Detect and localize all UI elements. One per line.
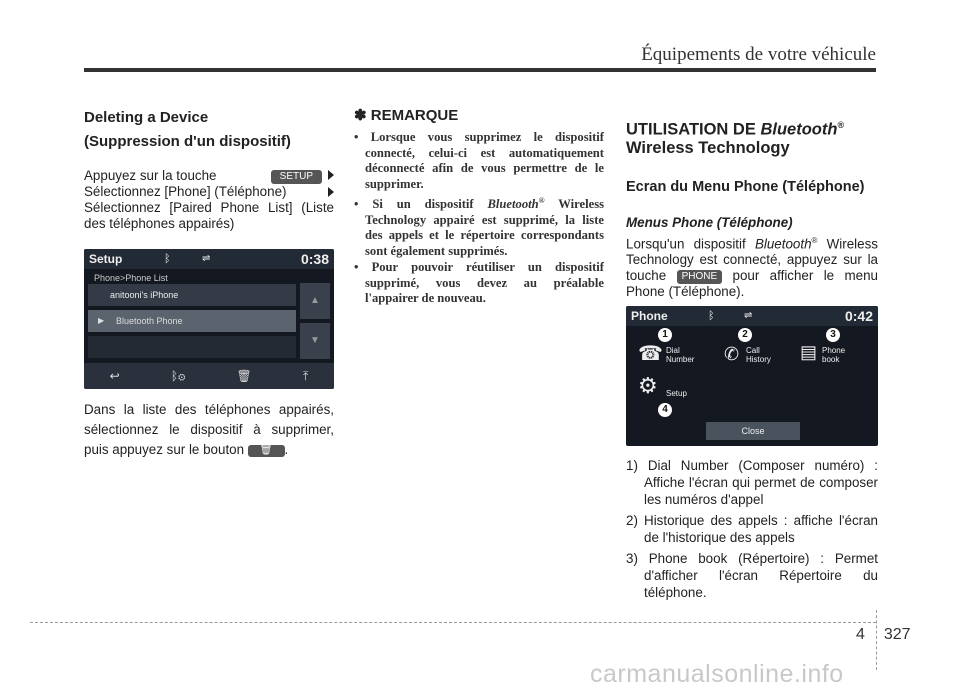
setup-screen bbox=[84, 249, 334, 389]
remarque-bluetooth: Bluetooth bbox=[487, 197, 539, 212]
phone-list-item-selected bbox=[88, 310, 296, 332]
remarque-item: • Pour pouvoir réutiliser un dispositif supprimé, vous devez au préalable l'appairer de nouveau. bbox=[354, 260, 604, 306]
screen-clock: 0:38 bbox=[300, 251, 329, 267]
footer-rule bbox=[30, 622, 876, 623]
instruction-delete-end: . bbox=[284, 442, 289, 457]
heading-deleting-device: Deleting a Device bbox=[84, 109, 209, 126]
column-remarque bbox=[354, 108, 604, 308]
phone-list-item-label: Bluetooth Phone bbox=[116, 316, 183, 326]
registered-mark: ® bbox=[538, 196, 545, 205]
remarque-text: Lorsque vous supprimez le dispositif connecté, celui-ci est automatiquement déconnecté afin de vous permettre de le supprimer. bbox=[365, 130, 604, 191]
screen-toolbar bbox=[84, 363, 334, 389]
remarque-text: Pour pouvoir réutiliser un dispositif supprimé, vous devez au préalable l'appairer de nouveau. bbox=[365, 260, 604, 306]
menu-setup: Setup bbox=[666, 388, 687, 398]
close-button: Close bbox=[706, 422, 800, 440]
header-title: Équipements de votre véhicule bbox=[641, 44, 876, 65]
scroll-down-icon: ▼ bbox=[300, 323, 330, 359]
call-history-icon: ✆ bbox=[724, 343, 740, 364]
menu-phone-book: Phone book bbox=[822, 345, 846, 364]
instructions bbox=[84, 168, 334, 232]
menus-bluetooth: Bluetooth bbox=[754, 235, 812, 251]
phone-book-icon: ▤ bbox=[800, 341, 818, 362]
remarque-text: Si un dispositif bbox=[372, 197, 488, 212]
delete-button-icon: 🗑 bbox=[248, 445, 285, 457]
back-icon: ↩ bbox=[109, 369, 120, 383]
menu-dial-number: Dial Number bbox=[666, 345, 695, 364]
instruction-step3: Sélectionnez [Paired Phone List] (Liste des téléphones appairés) bbox=[84, 200, 334, 231]
move-top-icon: ⤒ bbox=[303, 369, 309, 383]
callout-2: 2 bbox=[738, 328, 752, 342]
registered-mark: ® bbox=[837, 120, 845, 130]
instruction-delete-text: Dans la liste des téléphones appairés, sélectionnez le dispositif à supprimer, puis appuyez sur le bouton bbox=[84, 402, 334, 457]
menus-heading: Menus Phone (Téléphone) bbox=[626, 214, 793, 230]
callout-1: 1 bbox=[658, 328, 672, 342]
bluetooth-icon: ᛒ bbox=[708, 309, 715, 322]
section-title-bluetooth: Bluetooth bbox=[760, 120, 838, 139]
section-title-prefix: UTILISATION DE bbox=[626, 120, 761, 139]
phone-screen bbox=[626, 306, 878, 446]
menu-call-history: Call History bbox=[746, 345, 771, 364]
registered-mark: ® bbox=[811, 235, 818, 245]
remarque-list bbox=[354, 130, 604, 307]
section-title bbox=[626, 116, 878, 157]
heading-suppression: (Suppression d'un dispositif) bbox=[84, 133, 291, 150]
dial-icon: ☎ bbox=[638, 342, 663, 365]
watermark: carmanualsonline.info bbox=[590, 660, 844, 688]
screen-title: Phone bbox=[631, 308, 668, 323]
instruction-delete bbox=[84, 400, 334, 460]
remarque-item: • Si un dispositif Bluetooth® Wireless Technology appairé est supprimé, la liste des appels et le répertoire correspondants sont également supprimés. bbox=[354, 196, 604, 258]
menu-description-item: 3) Phone book (Répertoire) : Permet d'afficher l'écran Répertoire du téléphone. bbox=[626, 550, 878, 600]
column-bluetooth bbox=[626, 108, 878, 605]
subheading-phone-menu: Ecran du Menu Phone (Téléphone) bbox=[626, 178, 865, 195]
screen-title: Setup bbox=[89, 252, 123, 266]
screen-clock: 0:42 bbox=[844, 307, 873, 324]
phone-list-empty-row bbox=[88, 336, 296, 358]
page-number bbox=[856, 626, 911, 644]
bluetooth-icon: ᛒ bbox=[164, 253, 171, 265]
phone-list-item: anitooni's iPhone bbox=[88, 284, 296, 306]
menu-descriptions bbox=[626, 457, 878, 601]
column-delete-device bbox=[84, 108, 334, 460]
screen-breadcrumb: Phone>Phone List bbox=[94, 273, 168, 283]
menu-description-item: 1) Dial Number (Composer numéro) : Affiche l'écran qui permet de composer les numéros d'appel bbox=[626, 457, 878, 507]
section-title-suffix: Wireless Technology bbox=[626, 138, 790, 157]
callout-3: 3 bbox=[826, 328, 840, 342]
bluetooth-settings-icon: ᛒ⚙ bbox=[170, 369, 186, 383]
remarque-title: ✽ REMARQUE bbox=[354, 107, 459, 124]
instruction-step1: Appuyez sur la touche bbox=[84, 168, 217, 183]
phone-button: PHONE bbox=[677, 270, 723, 284]
chapter-number: 4 bbox=[856, 626, 865, 643]
arrow-right-icon bbox=[328, 187, 334, 197]
usb-icon: ⇌ bbox=[744, 309, 753, 321]
remarque-item: • Lorsque vous supprimez le dispositif connecté, celui-ci est automatiquement déconnecté afin de vous permettre de le supprimer. bbox=[354, 130, 604, 191]
menus-text: Wireless Technology est connecté, appuyez sur la touche bbox=[626, 235, 878, 283]
setup-button: SETUP bbox=[271, 170, 322, 184]
menus-text: Lorsqu'un dispositif bbox=[626, 235, 755, 251]
usb-icon: ⇌ bbox=[202, 253, 211, 264]
header-rule bbox=[84, 68, 876, 72]
page-number-value: 327 bbox=[883, 626, 911, 643]
instruction-step2: Sélectionnez [Phone] (Téléphone) bbox=[84, 184, 287, 199]
play-icon: ▶ bbox=[98, 316, 105, 325]
menus-text: pour afficher le menu Phone (Téléphone). bbox=[626, 267, 878, 299]
remarque-text: Wireless Technology appairé est supprimé, la liste des appels et le répertoire correspondants sont également supprimés. bbox=[365, 197, 604, 258]
callout-4: 4 bbox=[658, 403, 672, 417]
arrow-right-icon bbox=[328, 170, 334, 180]
delete-icon: 🗑 bbox=[236, 369, 252, 383]
screen-status-bar bbox=[626, 306, 878, 326]
menus-paragraph bbox=[626, 233, 878, 300]
screen-status-bar bbox=[84, 249, 334, 269]
setup-gear-icon: ⚙ bbox=[638, 372, 658, 398]
scroll-up-icon: ▲ bbox=[300, 283, 330, 319]
menu-description-item: 2) Historique des appels : affiche l'écran de l'historique des appels bbox=[626, 512, 878, 545]
